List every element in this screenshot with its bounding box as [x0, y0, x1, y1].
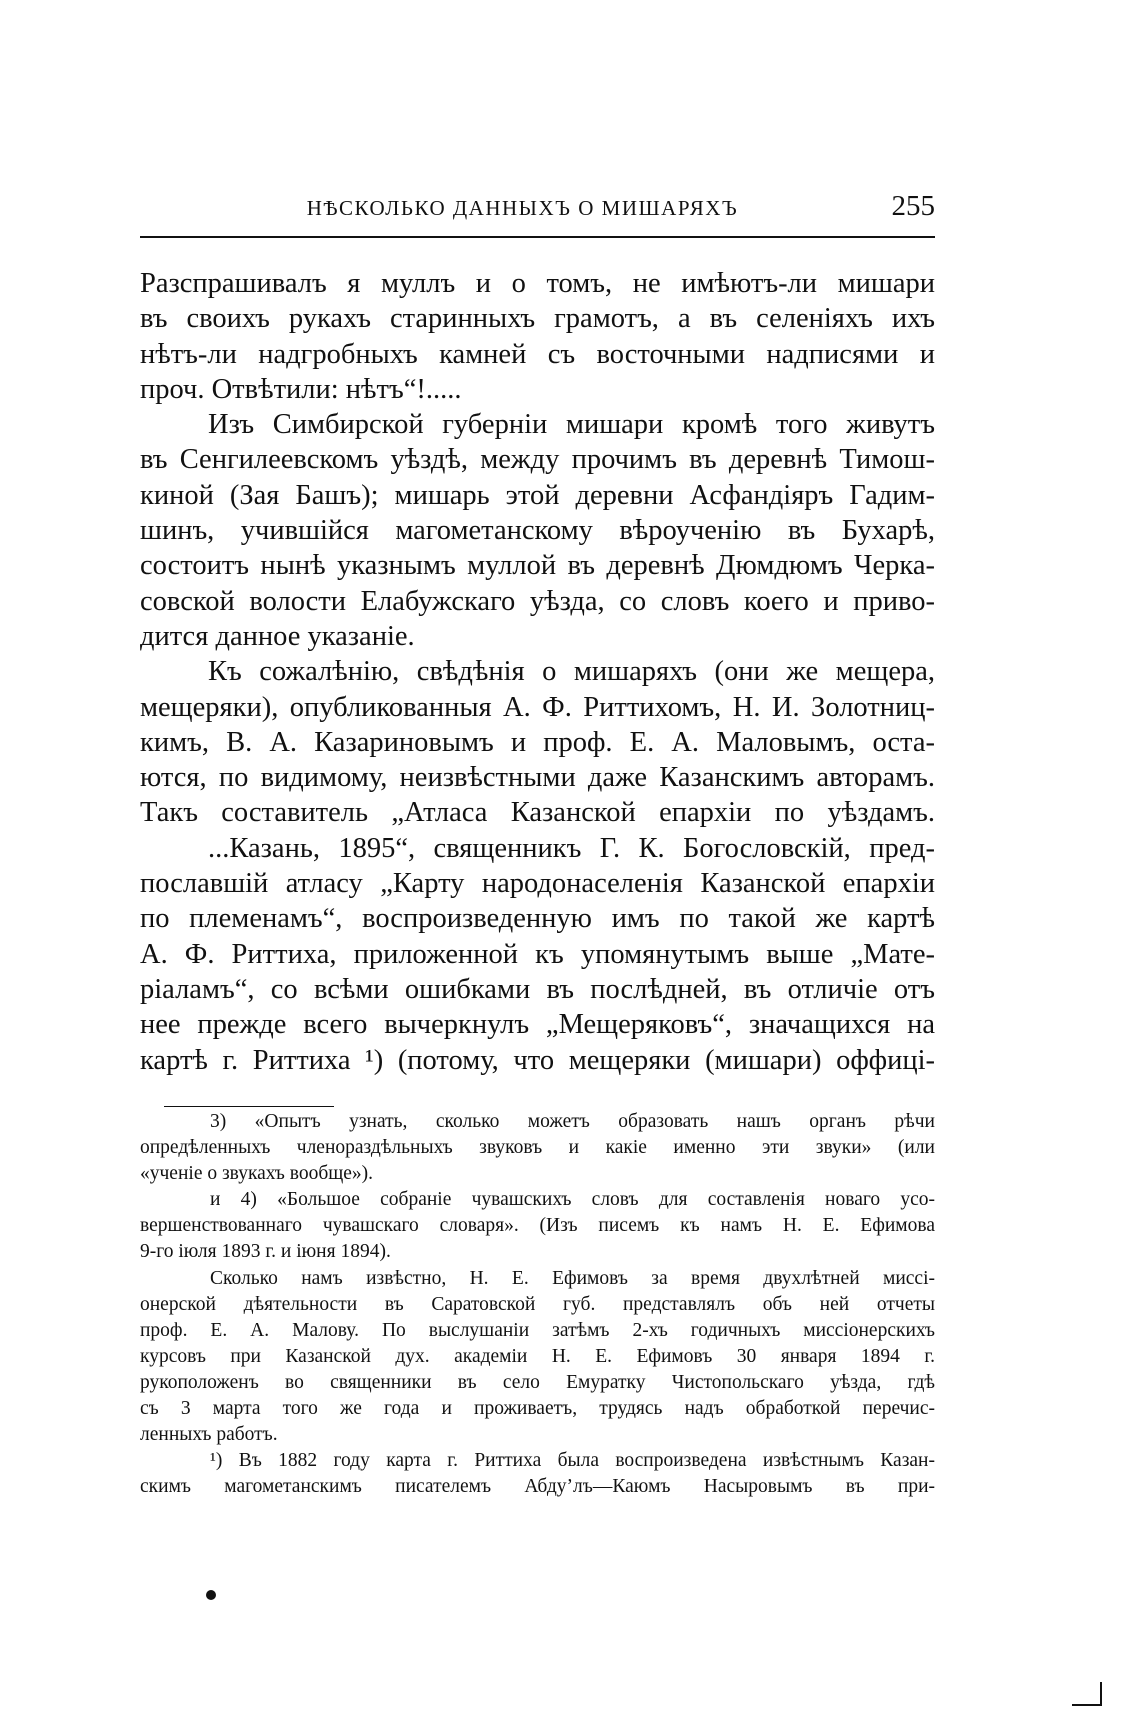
text-line: киной (Зая Башъ); мишарь этой деревни Асфандіяръ Гадим- — [140, 479, 935, 511]
text-line: дится данное указаніе. — [140, 620, 415, 652]
text-line: нее прежде всего вычеркнулъ „Мещеряковъ“, значащихся на — [140, 1009, 935, 1041]
footnote-line: скимъ магометанскимъ писателемъ Абду’лъ—Каюмъ Насыровымъ въ при- — [140, 1476, 935, 1498]
header-rule — [140, 236, 935, 238]
text-line: шинъ, учившійся магометанскому вѣроученію въ Бухарѣ, — [140, 515, 935, 547]
text-line: состоитъ нынѣ указнымъ муллой въ деревнѣ Дюмдюмъ Черка- — [140, 550, 935, 582]
footnote-line: курсовъ при Казанской дух. академіи Н. Е. Ефимовъ 30 января 1894 г. — [140, 1345, 935, 1367]
page-number: 255 — [891, 190, 935, 222]
text-line: совской волости Елабужскаго уѣзда, со словъ коего и приво- — [140, 585, 935, 617]
text-line: Изъ Симбирской губерніи мишари кромѣ того живутъ — [208, 409, 935, 441]
footnote-rule — [164, 1106, 334, 1107]
corner-crop-mark — [1072, 1682, 1102, 1706]
footnote-line: рукоположенъ во священники въ село Емуратку Чистопольскаго уѣзда, гдѣ — [140, 1371, 935, 1393]
text-line: нѣтъ-ли надгробныхъ камней съ восточными надписями и — [140, 338, 935, 370]
footnote-line: «ученіе о звукахъ вообще»). — [140, 1163, 374, 1185]
text-line: картѣ г. Риттиха ¹) (потому, что мещеряки (мишари) оффиці- — [140, 1044, 935, 1076]
footnotes — [140, 1109, 935, 1500]
footnote-line: ленныхъ работъ. — [140, 1424, 278, 1446]
ink-dot — [206, 1590, 216, 1600]
text-line: пославшій атласу „Карту народонаселенія Казанской епархіи — [140, 868, 935, 900]
footnote-line: съ 3 марта того же года и проживаетъ, трудясь надъ обработкой перечис- — [140, 1398, 935, 1420]
text-line: мещеряки), опубликованныя А. Ф. Риттихомъ, Н. И. Золотниц- — [140, 691, 935, 723]
text-line: проч. Отвѣтили: нѣтъ“!..... — [140, 373, 462, 405]
text-line: ріаламъ“, со всѣми ошибками въ послѣдней, въ отличіе отъ — [140, 973, 935, 1005]
text-line: Разспрашивалъ я муллъ и о томъ, не имѣютъ-ли мишари — [140, 268, 935, 299]
text-line: Къ сожалѣнію, свѣдѣнія о мишаряхъ (они же мещера, — [208, 656, 935, 688]
footnote-line: 3) «Опытъ узнать, сколько можетъ образовать нашъ органъ рѣчи — [210, 1111, 935, 1132]
footnote-line: проф. Е. А. Малову. По выслушаніи затѣмъ 2-хъ годичныхъ миссіонерскихъ — [140, 1319, 935, 1341]
footnote-line: опредѣленныхъ членораздѣльныхъ звуковъ и какіе именно эти звуки» (или — [140, 1137, 935, 1159]
text-line: въ своихъ рукахъ старинныхъ грамотъ, а въ селеніяхъ ихъ — [140, 303, 935, 335]
running-header — [140, 190, 935, 236]
text-line: ются, по видимому, неизвѣстными даже Казанскимъ авторамъ. — [140, 762, 935, 794]
text-line: по племенамъ“, воспроизведенную имъ по такой же картѣ — [140, 903, 935, 935]
text-line: кимъ, В. А. Казариновымъ и проф. Е. А. Маловымъ, оста- — [140, 726, 935, 758]
footnote-line: 9-го іюля 1893 г. и іюня 1894). — [140, 1241, 391, 1263]
text-line: ...Казань, 1895“, священникъ Г. К. Богословскій, пред- — [208, 832, 935, 864]
footnote-line: вершенствованнаго чувашскаго словаря». (Изъ писемъ къ намъ Н. Е. Ефимова — [140, 1215, 935, 1237]
text-line: А. Ф. Риттиха, приложенной къ упомянутымъ выше „Мате- — [140, 938, 935, 970]
footnote-line: Сколько намъ извѣстно, Н. Е. Ефимовъ за время двухлѣтней миссі- — [210, 1267, 935, 1289]
text-line: въ Сенгилеевскомъ уѣздѣ, между прочимъ въ деревнѣ Тимош- — [140, 444, 935, 476]
footnote-line: ¹) Въ 1882 году карта г. Риттиха была воспроизведена извѣстнымъ Казан- — [210, 1450, 935, 1472]
footnote-line: онерской дѣятельности въ Саратовской губ. представлялъ объ ней отчеты — [140, 1293, 935, 1315]
text-line: Такъ составитель „Атласа Казанской епархіи по уѣздамъ. — [140, 797, 935, 829]
main-text — [140, 266, 935, 1078]
footnote-line: и 4) «Большое собраніе чувашскихъ словъ для составленія новаго усо- — [210, 1189, 935, 1211]
running-title: НѢСКОЛЬКО ДАННЫХЪ О МИШАРЯХЪ — [306, 196, 739, 220]
